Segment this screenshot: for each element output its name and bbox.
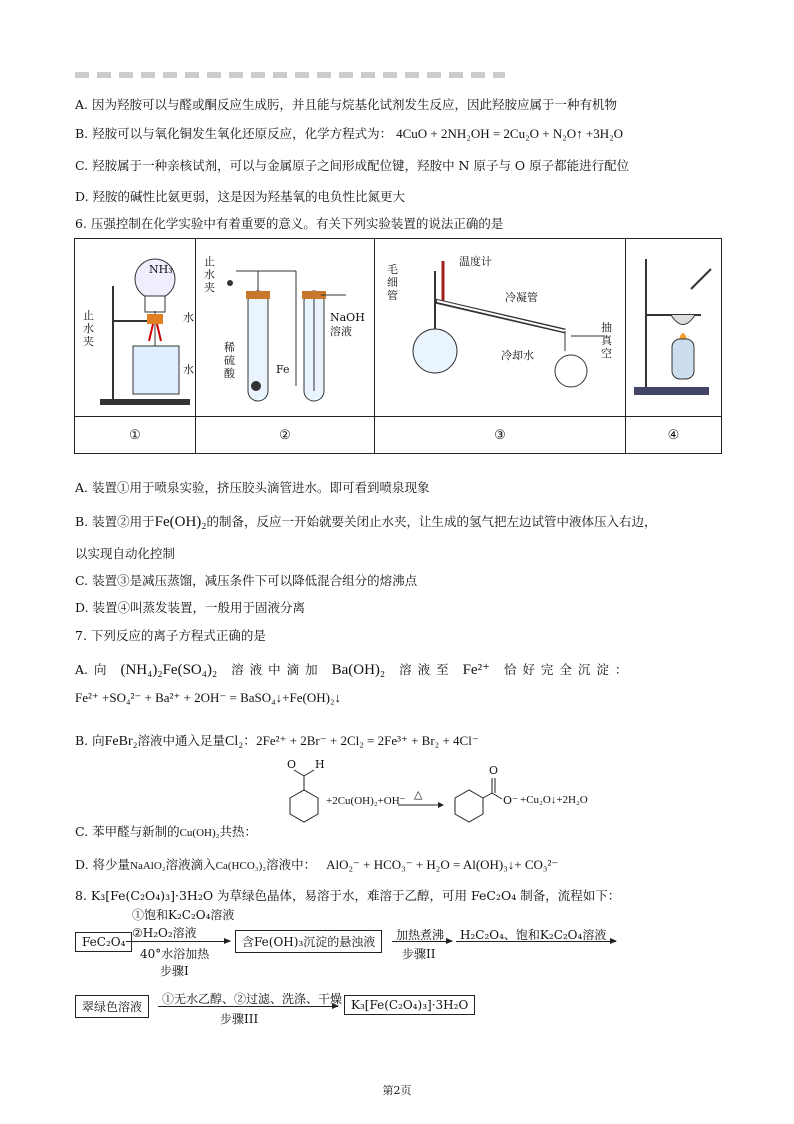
q7-a-part4: 恰 好 完 全 沉 淀 ： [503, 662, 628, 677]
q7-a-formula3: Fe²⁺ [462, 662, 490, 678]
q7-b-equation: ：2Fe²⁺ + 2Br⁻ + 2Cl₂ = 2Fe³⁺ + Br₂ + 4Cl⁻ [243, 733, 479, 748]
flow-box-green-solution: 翠绿色溶液 [75, 995, 149, 1018]
q7-c-carboxylate-o: O [489, 764, 499, 777]
flow-step3-reagents: H₂C₂O₄、饱和K₂C₂O₄溶液 [460, 928, 607, 942]
q7-c-prefix: C. 苯甲醛与新制的 [75, 824, 180, 839]
q7-d-suffix: 溶液中： [266, 857, 317, 872]
q7-d-prefix: D. 将少量 [75, 857, 131, 872]
q6-option-b-line2: 以实现自动化控制 [75, 546, 176, 561]
q7-c-carboxylate-minus-o [503, 794, 518, 807]
fig3-condenser-label: 冷凝管 [505, 290, 538, 304]
apparatus-3-cell [375, 239, 626, 417]
q7-a-formula2: Ba(OH)₂ [331, 662, 386, 678]
q7-c-products: +Cu₂O↓+2H₂O [520, 794, 588, 806]
flow-arrow-4 [158, 1006, 338, 1007]
flow-step4-label: 步骤III [220, 1012, 259, 1026]
flow-step1-condition: 40°水浴加热 [140, 947, 210, 961]
q7-option-b [75, 730, 479, 750]
q6-option-a: A. 装置①用于喷泉实验，挤压胶头滴管进水。即可看到喷泉现象 [75, 480, 430, 495]
q7-d-middle: 溶液滴入 [165, 857, 216, 872]
q5-option-b-text: B. 羟胺可以与氧化铜发生氧化还原反应，化学方程式为： [75, 126, 393, 141]
q6-option-b-line1 [75, 512, 657, 531]
q7-option-a-line1 [75, 660, 627, 679]
flow-step2-label: 步骤II [402, 947, 436, 961]
flow-box-suspension: 含Fe(OH)₃沉淀的悬浊液 [235, 930, 382, 953]
flow-step1-reagent-b: ②H₂O₂溶液 [132, 926, 197, 940]
q7-a-part1: A. 向 [75, 662, 107, 677]
q7-b-middle: 溶液中通入足量 [137, 733, 226, 748]
page-number: 第2页 [382, 1084, 412, 1097]
fig2-fe-label: Fe [276, 362, 290, 376]
q7-c-aldehyde-h: H [315, 758, 325, 771]
q7-option-c [75, 822, 257, 840]
flow-arrow-3 [456, 941, 616, 942]
fig2-clamp-label: 止水夹 [204, 254, 215, 294]
q7-a-part3: 溶 液 至 [399, 662, 449, 677]
q7-a-formula1: (NH₄)₂Fe(SO₄)₂ [120, 662, 218, 678]
q5-option-d: D. 羟胺的碱性比氨更弱，这是因为羟基氧的电负性比氮更大 [75, 189, 406, 204]
q7-d-equation: AlO₂⁻ + HCO₃⁻ + H₂O = Al(OH)₃↓+ CO₃²⁻ [326, 857, 559, 872]
q7-option-d [75, 855, 558, 873]
q6-option-b-formula: Fe(OH)₂ [154, 514, 207, 530]
apparatus-2-cell [196, 239, 375, 417]
q7-stem: 7. 下列反应的离子方程式正确的是 [75, 628, 266, 643]
flow-step2-condition: 加热煮沸 [396, 928, 445, 942]
fig3-cooling-water-label: 冷却水 [501, 348, 534, 362]
vacuum-distillation-figure [375, 241, 625, 415]
cut-off-line [75, 72, 505, 78]
q7-c-suffix: 共热： [219, 824, 257, 839]
fig1-water-label-1: 水 [183, 310, 194, 324]
q5-option-b-equation: 4CuO + 2NH₂OH = 2Cu₂O + N₂O↑ +3H₂O [396, 126, 624, 141]
apparatus-table [74, 238, 722, 454]
fig3-capillary-label: 毛细管 [387, 262, 398, 302]
fig1-water-label-2: 水 [183, 362, 194, 376]
q7-b-formula: FeBr₂ [104, 734, 138, 749]
q7-option-a-equation: Fe²⁺ +SO₄²⁻ + Ba²⁺ + 2OH⁻ = BaSO₄↓+Fe(OH)₂↓ [75, 690, 341, 705]
caption-1: ① [75, 417, 196, 454]
flow-arrow-2 [392, 941, 452, 942]
flow-step4-operations: ①无水乙醇、②过滤、洗涤、干燥 [162, 992, 343, 1006]
q6-option-b-suffix: 的制备，反应一开始就要关闭止水夹，让生成的氢气把左边试管中液体压入右边， [206, 514, 657, 529]
flow-box-fec2o4: FeC₂O₄ [75, 932, 132, 952]
flow-box-product: K₃[Fe(C₂O₄)₃]·3H₂O [344, 995, 475, 1015]
q5-option-a: A. 因为羟胺可以与醛或酮反应生成肟，并且能与烷基化试剂发生反应，因此羟胺应属于一种有机物 [75, 97, 617, 112]
flow-step1-label: 步骤I [160, 964, 189, 978]
q7-b-formula2: Cl₂ [225, 734, 244, 749]
q6-option-b-prefix: B. 装置②用于 [75, 514, 155, 529]
q7-c-heat-symbol: △ [414, 788, 423, 801]
q6-option-d: D. 装置④叫蒸发装置，一般用于固液分离 [75, 600, 306, 615]
q5-option-c: C. 羟胺属于一种亲核试剂，可以与金属原子之间形成配位键，羟胺中 N 原子与 O 原子都能进行配位 [75, 158, 630, 173]
caption-4: ④ [626, 417, 722, 454]
q7-c-reagents: +2Cu(OH)₂+OH⁻ [326, 795, 406, 807]
q7-c-minus: ⁻ [512, 794, 518, 807]
q7-b-prefix: B. 向 [75, 733, 105, 748]
q6-stem: 6. 压强控制在化学实验中有着重要的意义。有关下列实验装置的说法正确的是 [75, 216, 504, 231]
fig3-thermometer-label: 温度计 [459, 254, 492, 268]
evaporation-apparatus-figure [626, 239, 721, 413]
fig2-naoh-label: NaOH溶液 [330, 310, 365, 338]
q7-c-formula: Cu(OH)₂ [179, 827, 220, 839]
q7-c-scheme [270, 760, 610, 830]
fig1-clamp-label: 止水夹 [83, 308, 94, 348]
q7-d-formula2: Ca(HCO₃)₂ [215, 860, 267, 872]
caption-3: ③ [375, 417, 626, 454]
fig1-nh3-label: NH₃ [149, 262, 173, 276]
fig2-acid-label: 稀硫酸 [224, 340, 235, 380]
q8-stem: 8. K₃[Fe(C₂O₄)₃]·3H₂O 为草绿色晶体，易溶于水，难溶于乙醇，可用 FeC₂O₄ 制备，流程如下： [75, 888, 621, 903]
q7-a-part2: 溶 液 中 滴 加 [231, 662, 318, 677]
q7-c-aldehyde-o: O [287, 758, 297, 771]
q6-option-c: C. 装置③是减压蒸馏，减压条件下可以降低混合组分的熔沸点 [75, 573, 418, 588]
fig3-vacuum-label: 抽真空 [601, 320, 612, 360]
flow-arrow-1 [126, 941, 230, 942]
caption-2: ② [196, 417, 375, 454]
apparatus-1-cell [75, 239, 196, 417]
q7-c-o2: O [503, 794, 513, 807]
apparatus-4-cell [626, 239, 722, 417]
q5-option-b [75, 124, 623, 142]
q7-d-formula1: NaAlO₂ [130, 860, 166, 872]
flow-step1-reagent-a: ①饱和K₂C₂O₄溶液 [132, 908, 235, 922]
